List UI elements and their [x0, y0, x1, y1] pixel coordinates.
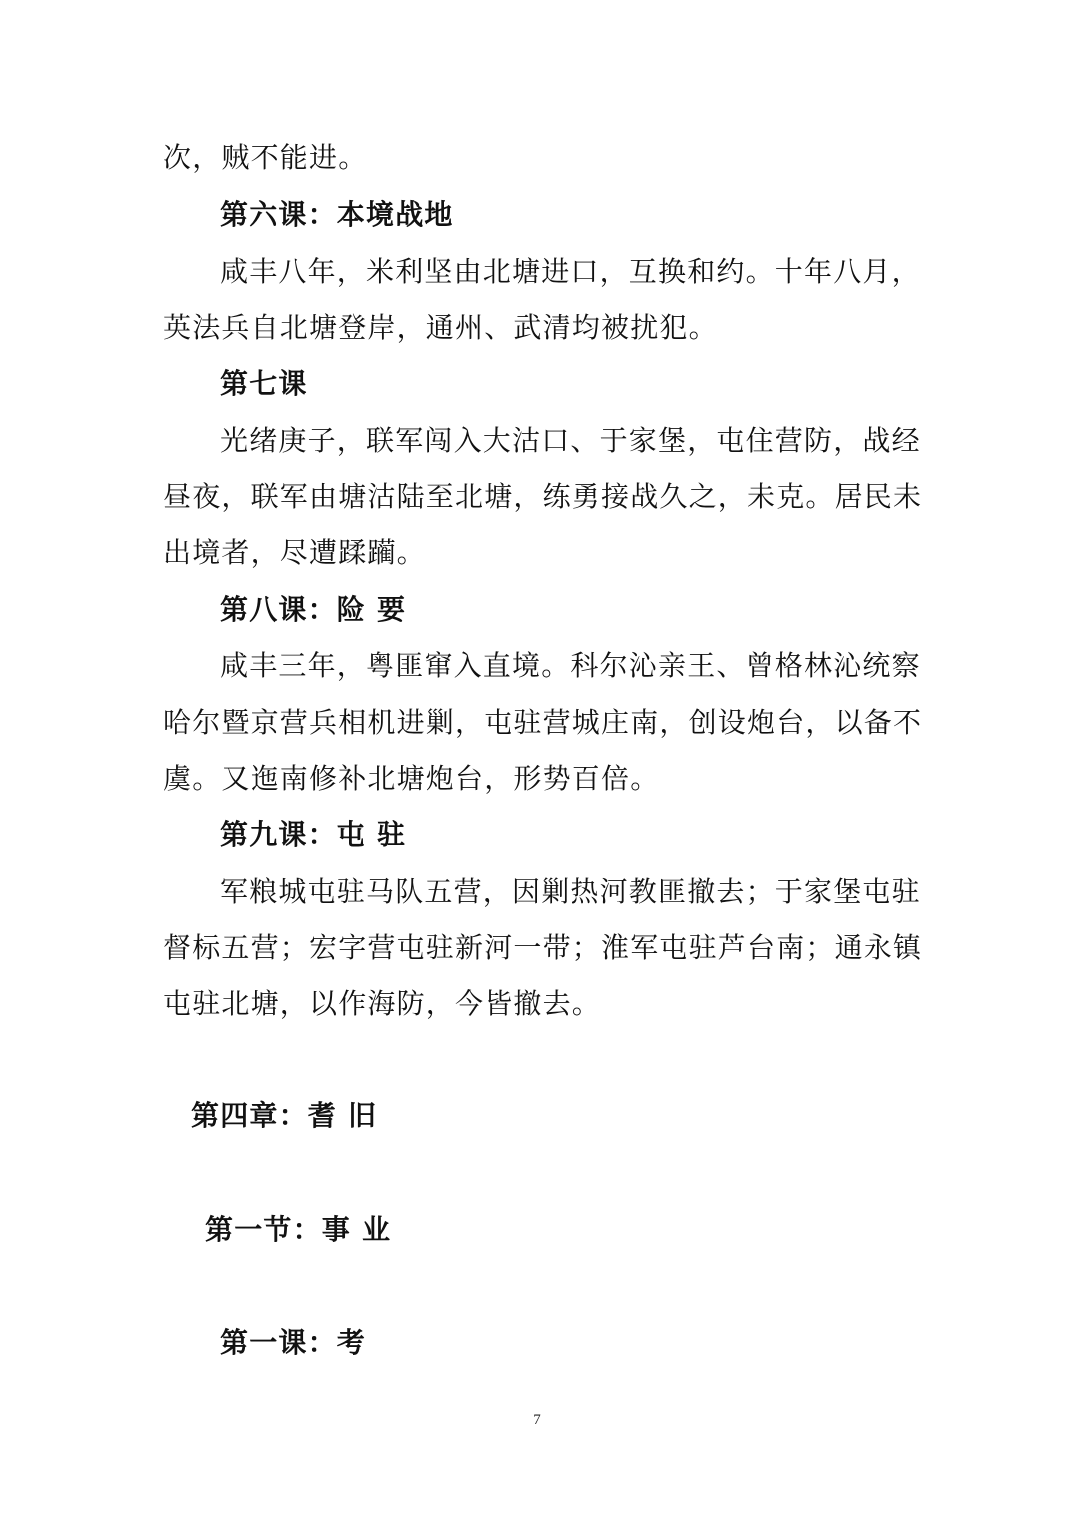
lesson-heading: 第八课：险 要: [220, 593, 407, 626]
body-line: 军粮城屯驻马队五营，因剿热河教匪撤去；于家堡屯驻: [220, 875, 921, 908]
page-number: 7: [533, 1412, 541, 1428]
body-line: 英法兵自北塘登岸，通州、武清均被扰犯。: [163, 311, 718, 344]
body-line: 光绪庚子，联军闯入大沽口、于家堡，屯住营防，战经: [220, 424, 921, 457]
body-line: 屯驻北塘，以作海防，今皆撤去。: [163, 987, 602, 1020]
body-line: 咸丰三年，粤匪窜入直境。科尔沁亲王、曾格林沁统察: [220, 649, 921, 682]
body-line: 督标五营；宏字营屯驻新河一带；淮军屯驻芦台南；通永镇: [163, 931, 923, 964]
lesson-heading: 第一课：考: [220, 1326, 367, 1359]
body-line: 咸丰八年，米利坚由北塘进口，互换和约。十年八月，: [220, 255, 921, 288]
lesson-heading: 第九课：屯 驻: [220, 818, 407, 851]
body-line: 昼夜，联军由塘沽陆至北塘，练勇接战久之，未克。居民未: [163, 480, 923, 513]
lesson-heading: 第七课: [220, 367, 308, 400]
chapter-heading: 第四章：耆 旧: [191, 1099, 378, 1132]
section-heading: 第一节：事 业: [205, 1213, 392, 1246]
body-line: 哈尔暨京营兵相机进剿，屯驻营城庄南，创设炮台，以备不: [163, 706, 923, 739]
body-line: 出境者，尽遭蹂躏。: [163, 536, 426, 569]
lesson-heading: 第六课：本境战地: [220, 198, 454, 231]
body-line: 次，贼不能进。: [163, 141, 368, 174]
body-line: 虞。又迤南修补北塘炮台，形势百倍。: [163, 762, 660, 795]
